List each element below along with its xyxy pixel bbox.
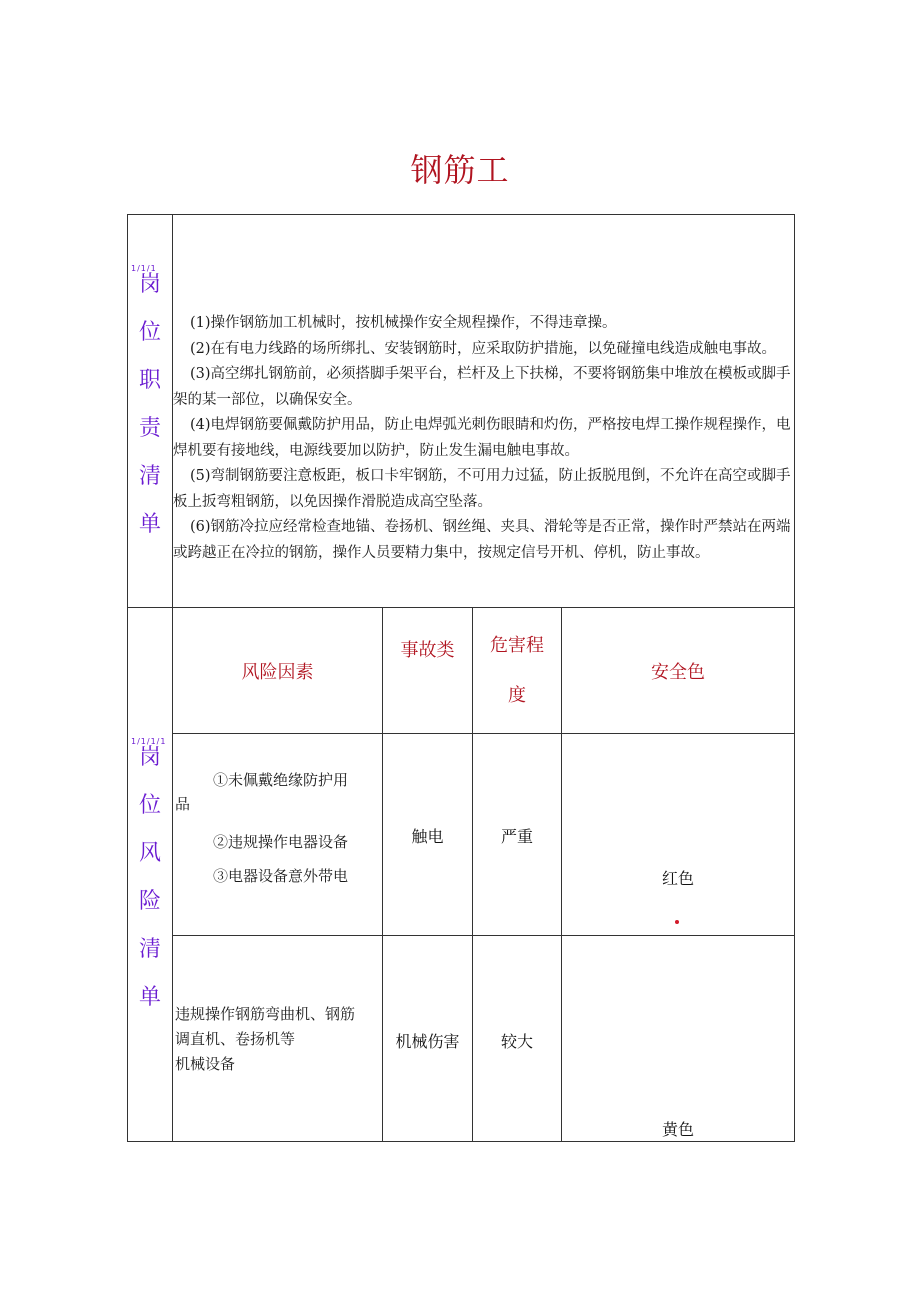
duties-label-char: 职 [138,368,161,393]
red-dot-marker [675,920,679,924]
accident-type-cell: 触电 [383,734,473,936]
risks-label-char: 位 [138,793,161,818]
severity-cell: 较大 [473,936,562,1142]
risks-label-char: 单 [138,985,161,1010]
duties-label-char: 清 [138,464,161,489]
risk-factor-line: 机械设备 [175,1055,236,1073]
risks-label-char: 岗 [138,745,161,770]
duties-label-char: 岗 [138,272,161,297]
header-accident-type: 事故类 [383,608,473,734]
safety-color-cell [562,936,795,1142]
safety-color-label: 红色 [662,869,695,888]
page-title: 钢筋工 [410,151,510,189]
risk-factor-item: ②违规操作电器设备 [213,833,349,851]
risks-label-char: 风 [138,841,161,866]
risk-factor-item: ③电器设备意外带电 [213,867,349,885]
duty-item: (4)电焊钢筋要佩戴防护用品，防止电焊弧光刺伤眼睛和灼伤，严格按电焊工操作规程操作，电焊机要有接地线，电源线要加以防护，防止发生漏电触电事故。 [173,417,791,459]
duty-item: (1)操作钢筋加工机械时，按机械操作安全规程操作，不得违章操。 [190,315,617,331]
severity-cell: 严重 [473,734,562,936]
risk-factor-line: 违规操作钢筋弯曲机、钢筋 [175,1005,356,1023]
header-safety-color: 安全色 [562,608,795,734]
safety-color-cell [562,734,795,936]
risks-label-tick: 1/1/1/1 [131,737,167,746]
risk-factor-item: ①未佩戴绝缘防护用 [213,771,349,789]
duty-item: (5)弯制钢筋要注意板距，板口卡牢钢筋，不可用力过猛，防止扳脱甩倒，不允许在高空或脚手板上扳弯粗钢筋，以免因操作滑脱造成高空坠落。 [173,468,791,510]
safety-color-label: 黄色 [662,1120,695,1139]
duty-item: (2)在有电力线路的场所绑扎、安装钢筋时，应采取防护措施，以免碰撞电线造成触电事故。 [190,340,777,357]
risks-label-char: 险 [138,889,161,914]
duty-item: (6)钢筋冷拉应经常检查地锚、卷扬机、钢丝绳、夹具、滑轮等是否正常，操作时严禁站在两端或跨越正在冷拉的钢筋，操作人员要精力集中，按规定信号开机、停机，防止事故。 [173,519,791,561]
accident-type-cell: 机械伤害 [383,936,473,1142]
duties-label-tick: 1/1/1 [131,264,157,273]
header-severity-line1: 危害程 [490,634,544,656]
header-severity [473,608,562,734]
duties-label-char: 位 [138,320,161,345]
risk-factor-cell [173,936,383,1142]
risk-factor-cell [173,734,383,936]
header-severity-line2: 度 [508,684,526,706]
risks-section-label [128,608,173,1142]
duties-label-char: 责 [138,416,161,441]
duty-item: (3)高空绑扎钢筋前，必须搭脚手架平台，栏杆及上下扶梯，不要将钢筋集中堆放在模板或脚手架的某一部位，以确保安全。 [173,366,791,408]
duties-label-char: 单 [138,512,161,537]
duties-content [173,215,795,608]
risk-factor-wrap: 品 [175,795,191,813]
job-safety-table [127,214,795,1142]
risk-factor-line: 调直机、卷扬机等 [175,1030,296,1048]
duties-section-label [128,215,173,608]
risks-label-char: 清 [138,937,161,962]
header-risk-factor: 风险因素 [173,608,383,734]
